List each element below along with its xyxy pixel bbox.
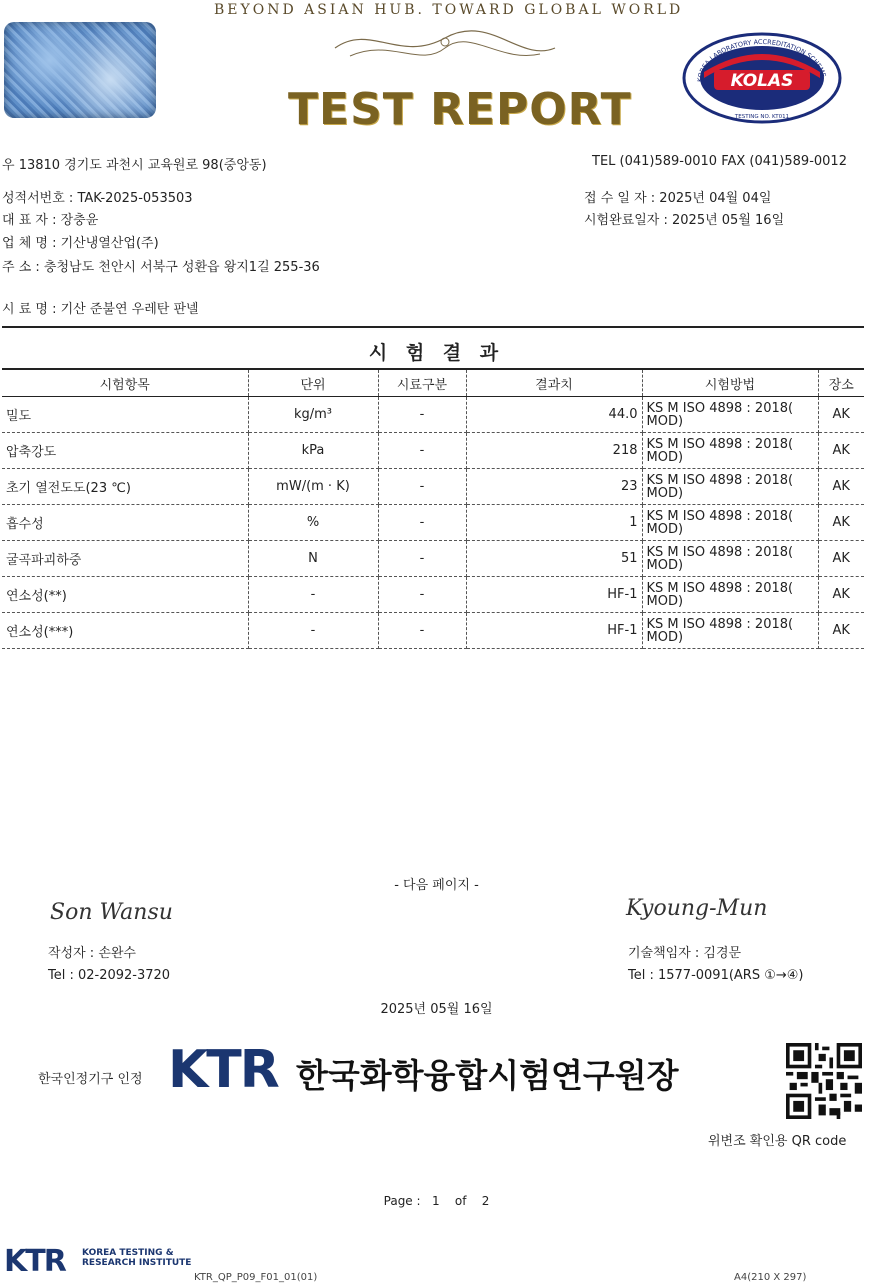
header-place: 장소 xyxy=(818,369,864,397)
cell-unit: - xyxy=(248,577,378,613)
table-row xyxy=(2,577,864,613)
company-label: 업 체 명 : xyxy=(2,236,57,251)
method-line-2: MOD) xyxy=(646,521,684,537)
header-unit: 단위 xyxy=(248,369,378,397)
method-line-1: KS M ISO 4898 : 2018( xyxy=(646,472,794,488)
cell-unit: % xyxy=(248,505,378,541)
company-name: 기산냉열산업(주) xyxy=(60,236,159,251)
cell-unit: kPa xyxy=(248,433,378,469)
cell-place: AK xyxy=(818,541,864,577)
results-title: 시 험 결 과 xyxy=(368,342,505,364)
next-page-note: - 다음 페이지 - xyxy=(394,878,479,893)
cell-result: 1 xyxy=(466,505,642,541)
qr-code-icon xyxy=(786,1043,862,1119)
cell-method xyxy=(642,541,818,577)
cell-result: 218 xyxy=(466,433,642,469)
company-address: 충청남도 천안시 서북구 성환읍 왕지1길 255-36 xyxy=(43,260,320,275)
cell-method xyxy=(642,613,818,649)
cell-unit: - xyxy=(248,613,378,649)
ornament-flourish xyxy=(330,18,560,68)
tech-manager-signature: Kyoung-Mun xyxy=(626,896,768,921)
representative: 장충윤 xyxy=(60,213,99,228)
method-line-1: KS M ISO 4898 : 2018( xyxy=(646,544,794,560)
representative-row xyxy=(2,209,98,228)
writer-tel: Tel : 02-2092-3720 xyxy=(48,968,171,983)
method-line-1: KS M ISO 4898 : 2018( xyxy=(646,580,794,596)
cell-item: 연소성(**) xyxy=(2,577,248,613)
cell-place: AK xyxy=(818,577,864,613)
cell-sample: - xyxy=(378,541,466,577)
cell-method xyxy=(642,577,818,613)
cell-result: 44.0 xyxy=(466,397,642,433)
report-number-row xyxy=(2,187,193,206)
method-line-1: KS M ISO 4898 : 2018( xyxy=(646,400,794,416)
accreditation-label: 한국인정기구 인정 xyxy=(38,1072,143,1087)
method-line-2: MOD) xyxy=(646,413,684,429)
cell-item: 압축강도 xyxy=(2,433,248,469)
header-test-item: 시험항목 xyxy=(2,369,248,397)
paper-size: A4(210 X 297) xyxy=(734,1272,807,1283)
cell-place: AK xyxy=(818,433,864,469)
cell-method xyxy=(642,433,818,469)
bottom-institute-name xyxy=(82,1248,191,1268)
sample-label: 시 료 명 : xyxy=(2,302,57,317)
institute-contact: TEL (041)589-0010 FAX (041)589-0012 xyxy=(592,154,847,169)
cell-unit: N xyxy=(248,541,378,577)
cell-unit: kg/m³ xyxy=(248,397,378,433)
issue-date: 2025년 05월 16일 xyxy=(380,1002,493,1017)
kolas-ring-text: KOREA LABORATORY ACCREDITATION SCHEME xyxy=(695,37,828,83)
report-number: TAK-2025-053503 xyxy=(77,191,193,206)
received-date-label: 접 수 일 자 : xyxy=(584,191,656,206)
writer-label: 작성자 : 손완수 xyxy=(48,946,136,961)
cell-unit: mW/(m · K) xyxy=(248,469,378,505)
received-date-row xyxy=(584,187,771,206)
cell-result: 51 xyxy=(466,541,642,577)
table-row xyxy=(2,613,864,649)
institute-address: 우 13810 경기도 과천시 교육원로 98(중앙동) xyxy=(2,158,267,173)
completed-date-label: 시험완료일자 : xyxy=(584,213,668,228)
cell-sample: - xyxy=(378,505,466,541)
cell-result: HF-1 xyxy=(466,613,642,649)
bottom-institute-line-1: KOREA TESTING & xyxy=(82,1248,174,1258)
method-line-2: MOD) xyxy=(646,629,684,645)
cell-sample: - xyxy=(378,433,466,469)
completed-date-row xyxy=(584,209,784,228)
ktr-logo: KTR xyxy=(168,1040,278,1100)
received-date: 2025년 04월 04일 xyxy=(659,191,772,206)
cell-item: 연소성(***) xyxy=(2,613,248,649)
method-line-1: KS M ISO 4898 : 2018( xyxy=(646,508,794,524)
cell-place: AK xyxy=(818,469,864,505)
company-row xyxy=(2,232,159,251)
cell-place: AK xyxy=(818,505,864,541)
cell-sample: - xyxy=(378,397,466,433)
tech-manager-label: 기술책임자 : 김경문 xyxy=(628,946,742,961)
kolas-accreditation-logo xyxy=(682,32,842,124)
sample-row xyxy=(2,298,199,317)
cell-item: 굴곡파괴하중 xyxy=(2,541,248,577)
divider xyxy=(2,326,864,328)
cell-method xyxy=(642,397,818,433)
hologram-seal xyxy=(4,22,156,118)
kolas-logo-text: KOLAS xyxy=(730,71,794,91)
bottom-institute-line-2: RESEARCH INSTITUTE xyxy=(82,1258,192,1268)
header-motto: BEYOND ASIAN HUB. TOWARD GLOBAL WORLD xyxy=(214,2,684,18)
cell-method xyxy=(642,469,818,505)
method-line-2: MOD) xyxy=(646,593,684,609)
form-code: KTR_QP_P09_F01_01(01) xyxy=(194,1272,318,1283)
tech-manager-tel: Tel : 1577-0091(ARS ①→④) xyxy=(628,968,804,983)
cell-place: AK xyxy=(818,613,864,649)
company-address-label: 주 소 : xyxy=(2,260,40,275)
cell-method xyxy=(642,505,818,541)
cell-item: 밀도 xyxy=(2,397,248,433)
table-row xyxy=(2,397,864,433)
cell-place: AK xyxy=(818,397,864,433)
table-row xyxy=(2,541,864,577)
table-row xyxy=(2,505,864,541)
method-line-2: MOD) xyxy=(646,449,684,465)
header-sample-type: 시료구분 xyxy=(378,369,466,397)
table-header-row xyxy=(2,369,864,397)
header-result: 결과치 xyxy=(466,369,642,397)
cell-result: HF-1 xyxy=(466,577,642,613)
representative-label: 대 표 자 : xyxy=(2,213,57,228)
results-table xyxy=(2,368,864,649)
method-line-2: MOD) xyxy=(646,485,684,501)
page-indicator: Page : 1 of 2 xyxy=(383,1194,490,1208)
method-line-2: MOD) xyxy=(646,557,684,573)
cell-sample: - xyxy=(378,613,466,649)
company-address-row xyxy=(2,256,320,275)
report-title: TEST REPORT xyxy=(288,84,632,135)
cell-item: 초기 열전도도(23 ℃) xyxy=(2,469,248,505)
cell-sample: - xyxy=(378,469,466,505)
qr-caption: 위변조 확인용 QR code xyxy=(708,1134,847,1149)
cell-item: 흡수성 xyxy=(2,505,248,541)
table-row xyxy=(2,433,864,469)
report-number-label: 성적서번호 : xyxy=(2,191,74,206)
method-line-1: KS M ISO 4898 : 2018( xyxy=(646,436,794,452)
cell-sample: - xyxy=(378,577,466,613)
table-row xyxy=(2,469,864,505)
kolas-testing-no: TESTING NO. KT011 xyxy=(734,114,790,120)
method-line-1: KS M ISO 4898 : 2018( xyxy=(646,616,794,632)
writer-signature: Son Wansu xyxy=(50,900,173,925)
organization-name: 한국화학융합시험연구원장 xyxy=(296,1056,679,1095)
cell-result: 23 xyxy=(466,469,642,505)
completed-date: 2025년 05월 16일 xyxy=(672,213,785,228)
bottom-ktr-logo: KTR xyxy=(4,1244,65,1279)
header-method: 시험방법 xyxy=(642,369,818,397)
sample-name: 기산 준불연 우레탄 판넬 xyxy=(60,302,199,317)
